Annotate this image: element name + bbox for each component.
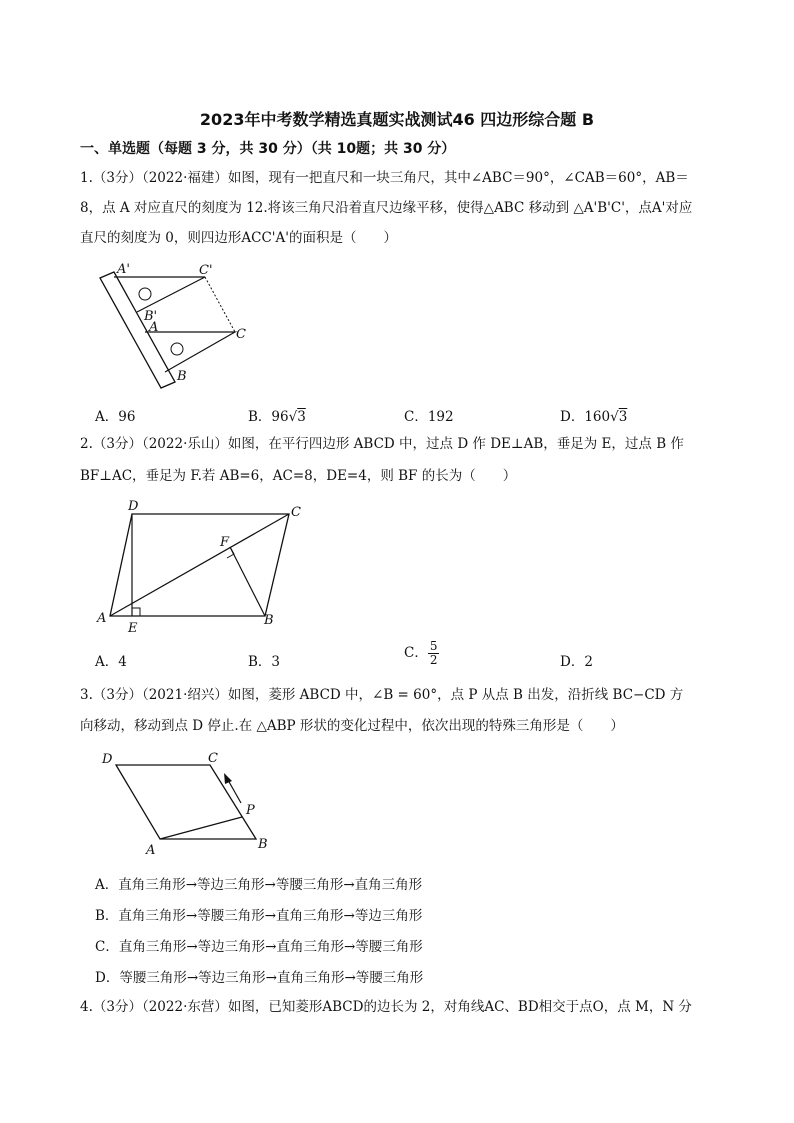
- triangle-hole-upper: [139, 288, 151, 300]
- right-angle-e: [132, 608, 140, 616]
- triangle-hole-lower: [171, 343, 183, 355]
- q1-option-b-radicand: 3: [297, 409, 306, 425]
- q3-option-d[interactable]: D．等腰三角形→等边三角形→直角三角形→等腰三角形: [95, 970, 424, 986]
- label-a: A: [149, 320, 159, 335]
- q3-option-c[interactable]: C．直角三角形→等边三角形→直角三角形→等腰三角形: [95, 939, 423, 955]
- label-c: C: [291, 505, 301, 520]
- label-a-prime: A': [117, 262, 130, 277]
- q2-figure: [92, 498, 312, 638]
- q2-option-d[interactable]: D．2: [560, 654, 593, 670]
- q1-figure: [95, 262, 255, 392]
- q2-option-b[interactable]: B．3: [248, 654, 281, 670]
- label-a: A: [97, 611, 107, 626]
- label-b: B: [258, 837, 268, 852]
- dotted-cc: [205, 277, 235, 332]
- q1-option-a[interactable]: A．96: [95, 409, 136, 425]
- q3-line-2: 向移动，移动到点 D 停止.在 △ABP 形状的变化过程中，依次出现的特殊三角形是（ ）: [80, 718, 624, 734]
- q2-line-1: 2.（3分）（2022·乐山）如图，在平行四边形 ABCD 中，过点 D 作 DE⊥AB，垂足为 E，过点 B 作: [80, 436, 684, 452]
- ruler-shape: [100, 272, 175, 388]
- segment-bf: [230, 547, 265, 616]
- section-heading: 一、单选题（每题 3 分，共 30 分）（共 10题；共 30 分）: [80, 141, 456, 157]
- label-e: E: [128, 621, 138, 636]
- label-c: C: [236, 327, 246, 342]
- q2-line-2: BF⊥AC，垂足为 F.若 AB=6，AC=8，DE=4，则 BF 的长为（ ）: [80, 468, 517, 484]
- label-c: C: [208, 751, 218, 766]
- q3-figure: [98, 748, 278, 858]
- q1-option-d-text: D．160: [560, 409, 611, 425]
- label-b-prime: B': [144, 309, 158, 324]
- q3-option-b[interactable]: B．直角三角形→等腰三角形→直角三角形→等边三角形: [95, 908, 423, 924]
- q2-option-c[interactable]: [404, 640, 439, 667]
- q1-line-3: 直尺的刻度为 0，则四边形ACC'A'的面积是（ ）: [80, 230, 397, 246]
- q1-option-d-radicand: 3: [618, 409, 628, 425]
- segment-ap: [160, 817, 242, 839]
- label-b: B: [264, 613, 274, 628]
- q1-option-c[interactable]: C．192: [404, 409, 454, 425]
- q2-option-a[interactable]: A．4: [95, 654, 127, 670]
- fraction: [428, 640, 440, 667]
- label-p: P: [246, 803, 255, 818]
- fraction-numerator: 5: [429, 639, 438, 653]
- q1-option-d[interactable]: D．160√3: [560, 409, 628, 425]
- q1-line-1: 1.（3分）（2022·福建）如图，现有一把直尺和一块三角尺，其中∠ABC＝90°，∠CAB＝60°，AB＝: [80, 170, 689, 186]
- direction-arrow: [228, 780, 241, 803]
- arrow-head: [224, 773, 232, 784]
- label-f: F: [220, 535, 230, 550]
- label-d: D: [128, 499, 139, 514]
- q2-option-c-text: C．: [404, 645, 428, 661]
- fraction-denominator: 2: [429, 653, 438, 667]
- label-b: B: [177, 369, 187, 384]
- q1-option-b[interactable]: B．96√3: [248, 409, 306, 425]
- q4-line-1: 4.（3分）（2022·东营）如图，已知菱形ABCD的边长为 2，对角线AC、BD相交于点O，点 M，N 分: [80, 999, 692, 1015]
- q3-option-a[interactable]: A．直角三角形→等边三角形→等腰三角形→直角三角形: [95, 877, 423, 893]
- label-d: D: [102, 752, 113, 767]
- q1-option-b-text: B．96: [248, 409, 289, 425]
- rhombus-abcd: [116, 765, 256, 839]
- label-c-prime: C': [199, 263, 213, 278]
- q1-line-2: 8，点 A 对应直尺的刻度为 12.将该三角尺沿着直尺边缘平移，使得△ABC 移动到 △A'B'C'，点A'对应: [80, 200, 693, 216]
- q3-line-1: 3.（3分）（2021·绍兴）如图，菱形 ABCD 中，∠B = 60°，点 P 从点 B 出发，沿折线 BC−CD 方: [80, 687, 684, 703]
- label-a: A: [146, 843, 156, 858]
- document-title: 2023年中考数学精选真题实战测试46 四边形综合题 B: [199, 110, 595, 129]
- triangle-upper: [114, 277, 205, 312]
- diagonal-ac: [110, 514, 289, 616]
